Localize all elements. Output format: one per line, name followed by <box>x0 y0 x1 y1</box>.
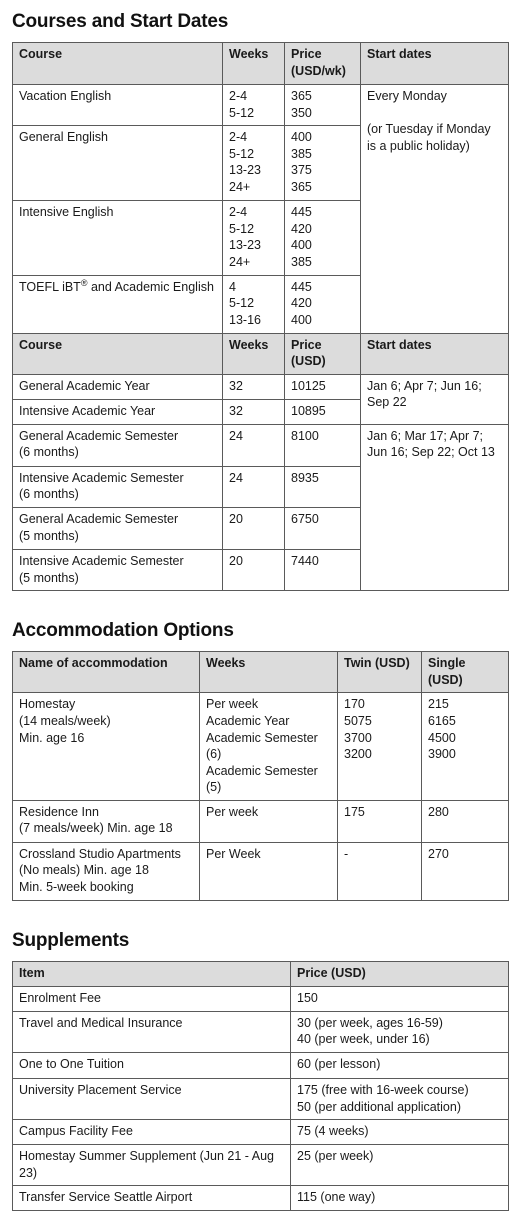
course-price: 445 420 400 385 <box>285 201 361 275</box>
supplement-item: University Placement Service <box>13 1079 291 1120</box>
course-weeks: 20 <box>223 507 285 549</box>
start-dates-academic-year: Jan 6; Apr 7; Jun 16; Sep 22 <box>361 374 509 424</box>
supplement-item: Transfer Service Seattle Airport <box>13 1186 291 1211</box>
course-name: Intensive English <box>13 201 223 275</box>
course-name: General Academic Year <box>13 374 223 399</box>
table-row <box>13 800 509 842</box>
accommodation-twin: 170 5075 3700 3200 <box>338 693 422 801</box>
course-price: 6750 <box>285 507 361 549</box>
supplement-price: 175 (free with 16-week course) 50 (per additional application) <box>291 1079 509 1120</box>
header-price: Price (USD) <box>291 961 509 986</box>
supplement-item: One to One Tuition <box>13 1053 291 1079</box>
course-price: 7440 <box>285 549 361 590</box>
course-weeks: 4 5-12 13-16 <box>223 275 285 333</box>
course-name: Intensive Academic Semester (5 months) <box>13 549 223 590</box>
course-weeks: 32 <box>223 399 285 424</box>
header-course: Course <box>13 43 223 85</box>
table-row <box>13 374 509 399</box>
courses-table <box>12 42 509 591</box>
header-single: Single (USD) <box>422 652 509 693</box>
table-row <box>13 1120 509 1145</box>
table-row <box>13 1011 509 1052</box>
header-start-dates: Start dates <box>361 43 509 85</box>
course-name-rest: and Academic English <box>87 279 214 294</box>
course-name-main: TOEFL iBT <box>19 279 81 294</box>
course-weeks: 20 <box>223 549 285 590</box>
header-price: Price (USD) <box>285 333 361 374</box>
course-name: Intensive Academic Year <box>13 399 223 424</box>
header-start-dates: Start dates <box>361 333 509 374</box>
supplement-price: 30 (per week, ages 16-59) 40 (per week, under 16) <box>291 1011 509 1052</box>
accommodation-weeks: Per Week <box>200 842 338 900</box>
course-price: 10895 <box>285 399 361 424</box>
accommodation-heading: Accommodation Options <box>12 620 234 642</box>
accommodation-single: 215 6165 4500 3900 <box>422 693 509 801</box>
table-row <box>13 85 509 126</box>
courses-header-row <box>13 43 509 85</box>
accommodation-name: Crossland Studio Apartments (No meals) Min. age 18 Min. 5-week booking <box>13 842 200 900</box>
document-page <box>0 10 521 1211</box>
course-price: 400 385 375 365 <box>285 126 361 201</box>
table-row <box>13 1053 509 1079</box>
table-row <box>13 1145 509 1186</box>
accommodation-name: Residence Inn (7 meals/week) Min. age 18 <box>13 800 200 842</box>
accommodation-twin: 175 <box>338 800 422 842</box>
accommodation-name: Homestay (14 meals/week) Min. age 16 <box>13 693 200 801</box>
start-dates-general: Every Monday (or Tuesday if Monday is a public holiday) <box>361 85 509 334</box>
course-weeks: 24 <box>223 466 285 507</box>
course-weeks: 2-4 5-12 13-23 24+ <box>223 201 285 275</box>
accommodation-header-row <box>13 652 509 693</box>
course-name: General Academic Semester (6 months) <box>13 424 223 466</box>
header-weeks: Weeks <box>223 43 285 85</box>
courses-heading: Courses and Start Dates <box>12 11 229 32</box>
accommodation-single: 280 <box>422 800 509 842</box>
course-price: 8935 <box>285 466 361 507</box>
supplement-price: 75 (4 weeks) <box>291 1120 509 1145</box>
header-price: Price (USD/wk) <box>285 43 361 85</box>
accommodation-table <box>12 651 509 901</box>
course-weeks: 2-4 5-12 <box>223 85 285 126</box>
supplements-heading: Supplements <box>12 929 130 951</box>
supplement-price: 150 <box>291 986 509 1011</box>
table-row <box>13 424 509 466</box>
supplements-table <box>12 961 509 1211</box>
supplement-item: Travel and Medical Insurance <box>13 1011 291 1052</box>
supplement-item: Enrolment Fee <box>13 986 291 1011</box>
accommodation-weeks: Per week <box>200 800 338 842</box>
header-accommodation-name: Name of accommodation <box>13 652 200 693</box>
accommodation-single: 270 <box>422 842 509 900</box>
accommodation-weeks: Per week Academic Year Academic Semester (6) Academic Semester (5) <box>200 693 338 801</box>
course-price: 445 420 400 <box>285 275 361 333</box>
supplement-price: 115 (one way) <box>291 1186 509 1211</box>
supplement-item: Homestay Summer Supplement (Jun 21 - Aug 23) <box>13 1145 291 1186</box>
supplement-price: 25 (per week) <box>291 1145 509 1186</box>
course-name: General Academic Semester (5 months) <box>13 507 223 549</box>
header-weeks: Weeks <box>200 652 338 693</box>
course-price: 10125 <box>285 374 361 399</box>
course-name: General English <box>13 126 223 201</box>
header-course: Course <box>13 333 223 374</box>
course-weeks: 32 <box>223 374 285 399</box>
supplements-header-row <box>13 961 509 986</box>
course-name: Vacation English <box>13 85 223 126</box>
header-twin: Twin (USD) <box>338 652 422 693</box>
course-weeks: 2-4 5-12 13-23 24+ <box>223 126 285 201</box>
registered-mark: ® <box>80 277 88 288</box>
supplement-price: 60 (per lesson) <box>291 1053 509 1079</box>
course-weeks: 24 <box>223 424 285 466</box>
course-name: Intensive Academic Semester (6 months) <box>13 466 223 507</box>
course-price: 365 350 <box>285 85 361 126</box>
table-row <box>13 693 509 801</box>
table-row <box>13 1186 509 1211</box>
start-dates-semester: Jan 6; Mar 17; Apr 7; Jun 16; Sep 22; Oct 13 <box>361 424 509 590</box>
table-row <box>13 986 509 1011</box>
accommodation-twin: - <box>338 842 422 900</box>
header-weeks: Weeks <box>223 333 285 374</box>
header-item: Item <box>13 961 291 986</box>
table-row <box>13 842 509 900</box>
table-row <box>13 1079 509 1120</box>
course-name-toefl <box>13 275 223 333</box>
courses-header-row-2 <box>13 333 509 374</box>
course-price: 8100 <box>285 424 361 466</box>
supplement-item: Campus Facility Fee <box>13 1120 291 1145</box>
